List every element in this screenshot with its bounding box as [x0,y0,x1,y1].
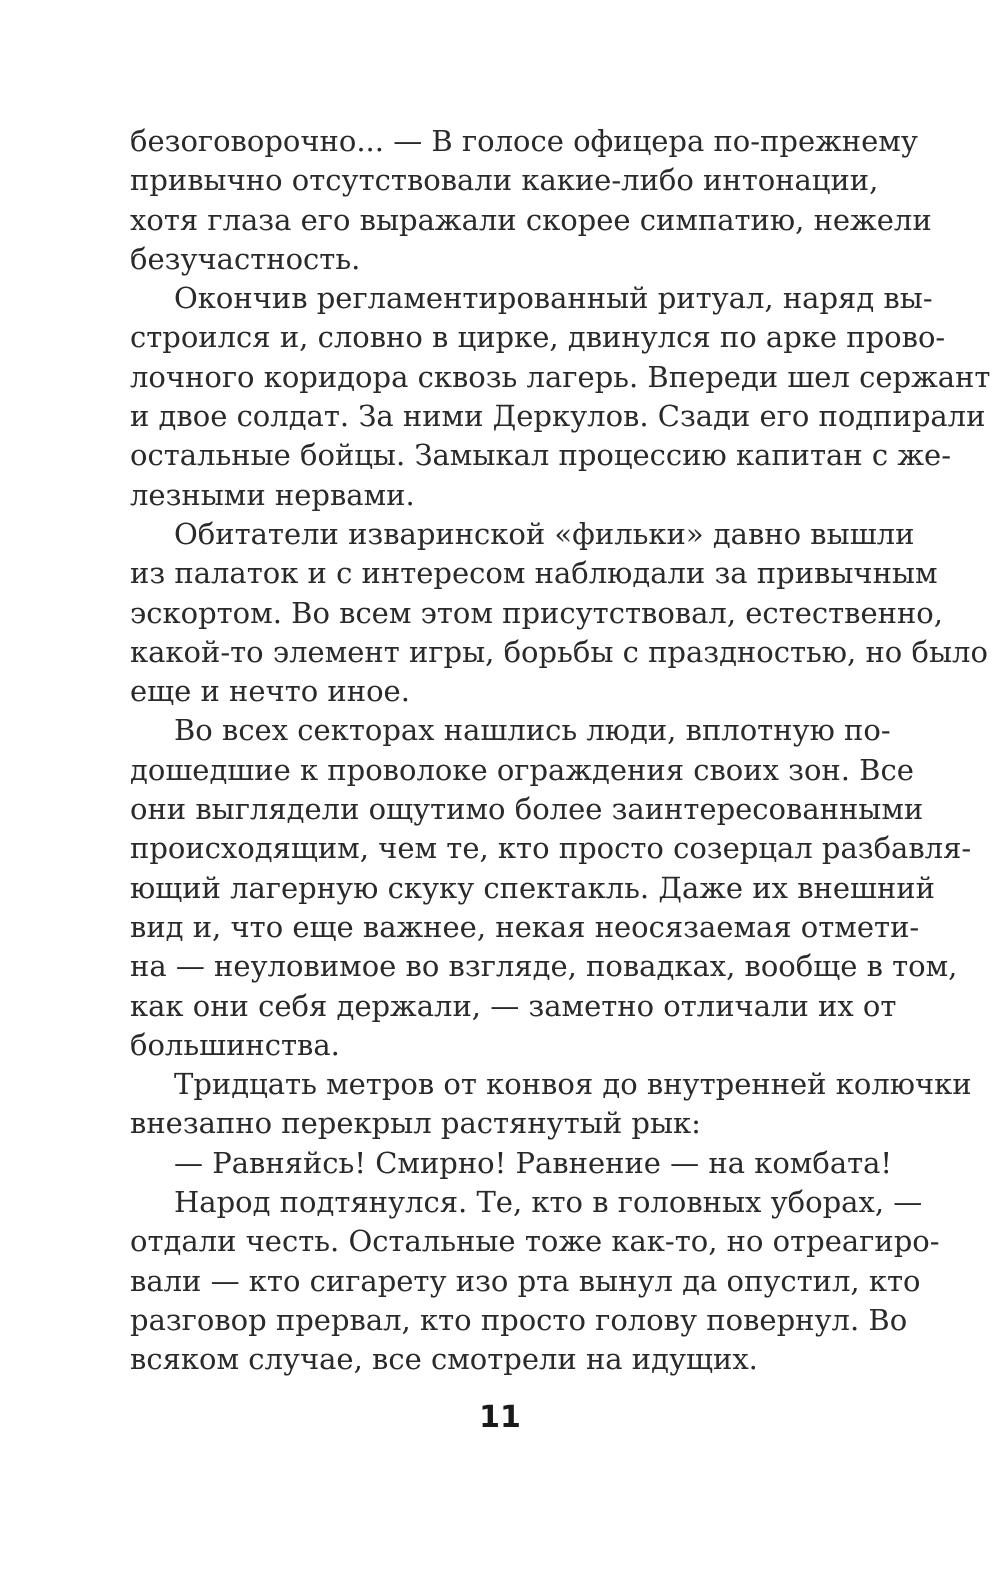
book-page-text [130,122,991,1380]
text-line: Окончив регламентированный ритуал, наряд вы- [174,281,933,316]
text-line: вали — кто сигарету изо рта вынул да опустил, кто [130,1263,921,1298]
page-number: 11 [479,1400,521,1435]
text-line: лезными нервами. [130,477,415,512]
text-line: остальные бойцы. Замыкал процессию капитан с же- [130,438,951,473]
text-line: происходящим, чем те, кто просто созерцал разбавля- [130,831,972,866]
text-line: строился и, словно в цирке, двинулся по арке прово- [130,320,946,355]
text-line: они выглядели ощутимо более заинтересованными [130,792,924,827]
text-line: лочного коридора сквозь лагерь. Впереди шел сержант [130,359,991,394]
text-line: всяком случае, все смотрели на идущих. [130,1342,758,1377]
text-line: — Равняйсь! Смирно! Равнение — на комбата! [174,1145,893,1180]
text-line: еще и нечто иное. [130,674,410,709]
text-line: как они себя держали, — заметно отличали их от [130,988,897,1023]
text-line: вид и, что еще важнее, некая неосязаемая отмети- [130,909,920,944]
text-line: хотя глаза его выражали скорее симпатию, нежели [130,202,932,237]
text-line: привычно отсутствовали какие-либо интонации, [130,163,879,198]
text-line: большинства. [130,1027,340,1062]
text-line: Во всех секторах нашлись люди, вплотную по- [174,713,891,748]
text-line: разговор прервал, кто просто голову повернул. Во [130,1302,908,1337]
text-line: дошедшие к проволоке ограждения своих зон. Все [130,752,914,787]
text-line: отдали честь. Остальные тоже как-то, но отреагиро- [130,1224,940,1259]
text-line: какой-то элемент игры, борьбы с праздностью, но было [130,634,988,669]
text-line: ющий лагерную скуку спектакль. Даже их внешний [130,870,935,905]
text-line: из палаток и с интересом наблюдали за привычным [130,556,938,591]
text-line: Тридцать метров от конвоя до внутренней колючки [174,1067,972,1102]
text-line: на — неуловимое во взгляде, повадках, вообще в том, [130,949,958,984]
text-line: эскортом. Во всем этом присутствовал, естественно, [130,595,943,630]
text-line: безучастность. [130,241,361,276]
text-line: и двое солдат. За ними Деркулов. Сзади его подпирали [130,399,986,434]
text-line: безоговорочно... — В голосе офицера по-прежнему [130,124,918,158]
text-line: Обитатели изваринской «фильки» давно вышли [174,516,915,551]
text-line: внезапно перекрыл растянутый рык: [130,1106,701,1141]
text-line: Народ подтянулся. Те, кто в головных уборах, — [174,1185,923,1220]
